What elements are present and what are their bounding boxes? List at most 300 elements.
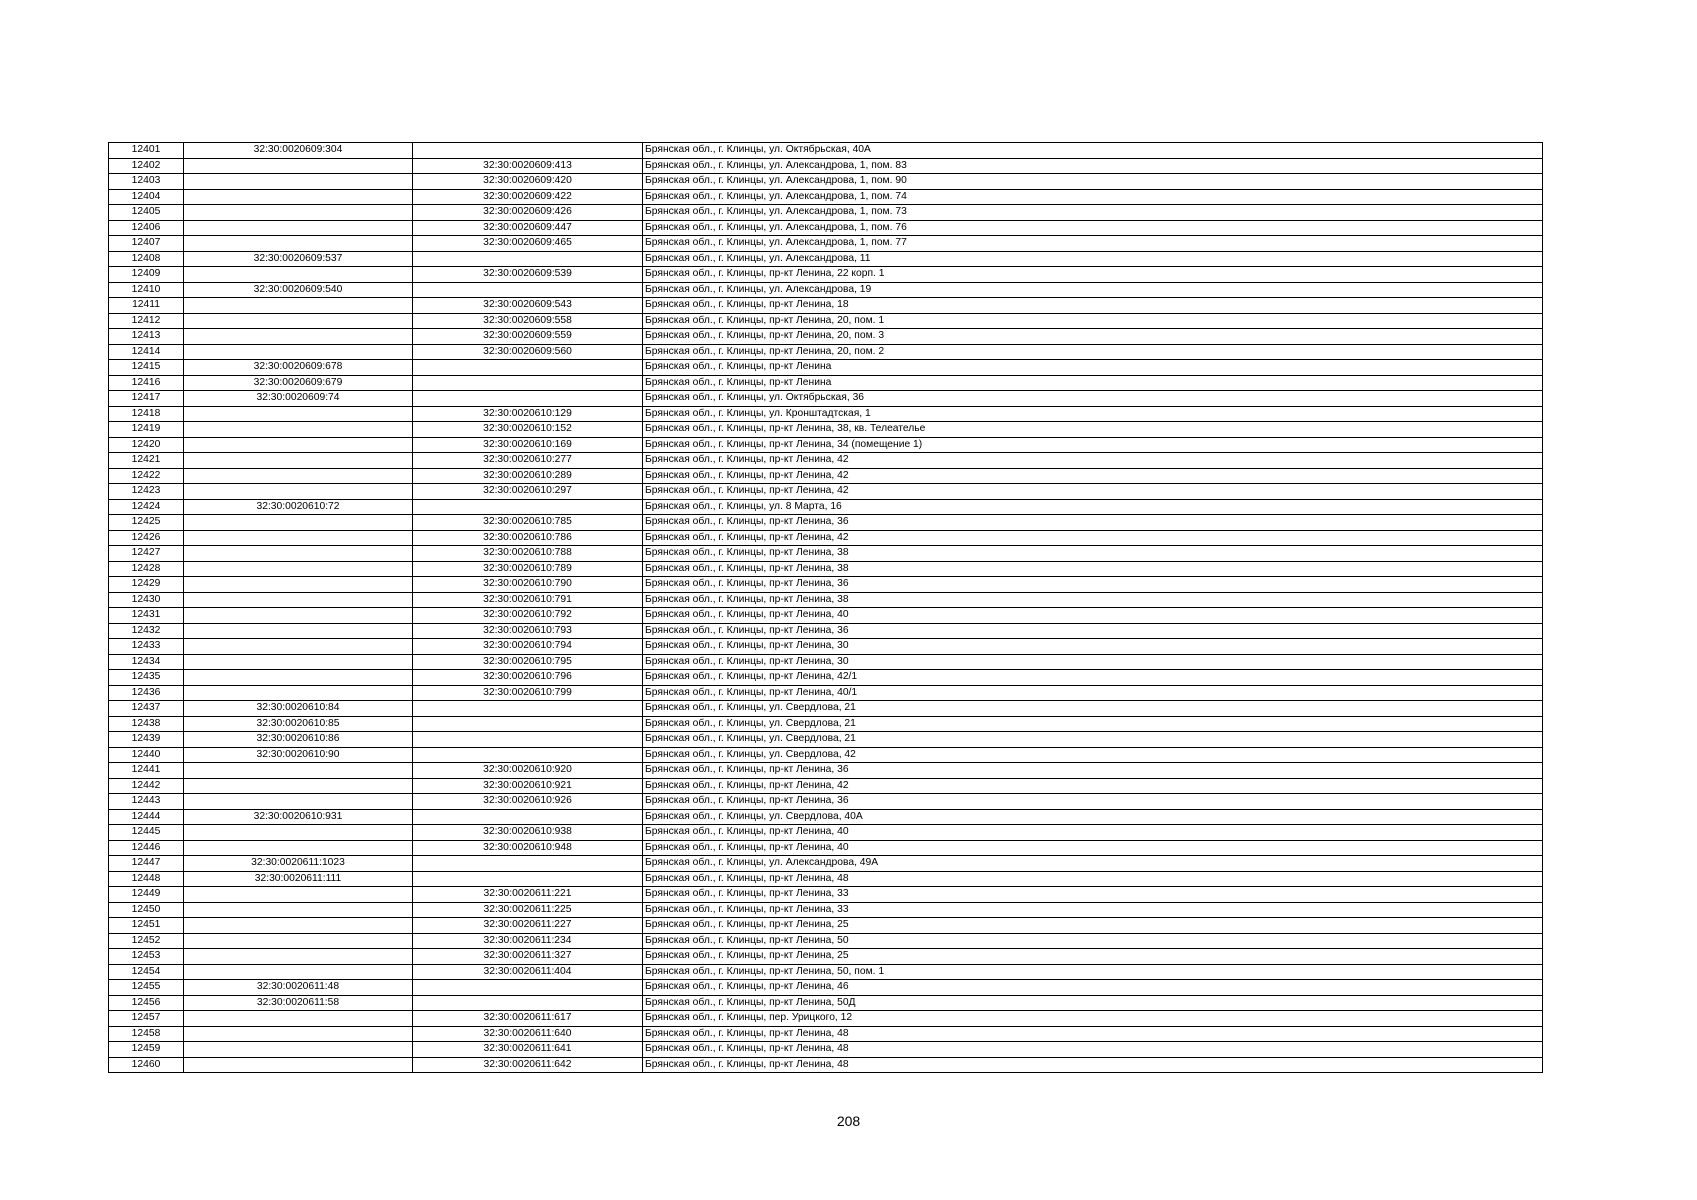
row-number-cell: 12449 — [109, 887, 184, 903]
row-number-cell: 12420 — [109, 437, 184, 453]
row-number-cell: 12416 — [109, 375, 184, 391]
row-number-cell: 12411 — [109, 298, 184, 314]
table-row — [109, 158, 1543, 174]
object-cadastral-number-cell: 32:30:0020610:921 — [413, 778, 643, 794]
row-number-cell: 12405 — [109, 205, 184, 221]
object-cadastral-number-cell: 32:30:0020611:227 — [413, 918, 643, 934]
land-cadastral-number-cell — [184, 422, 413, 438]
table-row — [109, 236, 1543, 252]
row-number-cell: 12415 — [109, 360, 184, 376]
address-cell: Брянская обл., г. Клинцы, пр-кт Ленина, 20, пом. 2 — [643, 344, 1543, 360]
table-row — [109, 949, 1543, 965]
row-number-cell: 12446 — [109, 840, 184, 856]
row-number-cell: 12419 — [109, 422, 184, 438]
table-row — [109, 670, 1543, 686]
row-number-cell: 12456 — [109, 995, 184, 1011]
land-cadastral-number-cell: 32:30:0020609:74 — [184, 391, 413, 407]
object-cadastral-number-cell — [413, 143, 643, 159]
address-cell: Брянская обл., г. Клинцы, пр-кт Ленина — [643, 375, 1543, 391]
row-number-cell: 12453 — [109, 949, 184, 965]
table-row — [109, 453, 1543, 469]
table-row — [109, 980, 1543, 996]
address-cell: Брянская обл., г. Клинцы, ул. Александрова, 1, пом. 74 — [643, 189, 1543, 205]
object-cadastral-number-cell: 32:30:0020609:465 — [413, 236, 643, 252]
address-cell: Брянская обл., г. Клинцы, пр-кт Ленина, 33 — [643, 902, 1543, 918]
object-cadastral-number-cell: 32:30:0020610:795 — [413, 654, 643, 670]
object-cadastral-number-cell: 32:30:0020610:792 — [413, 608, 643, 624]
table-row — [109, 329, 1543, 345]
row-number-cell: 12451 — [109, 918, 184, 934]
object-cadastral-number-cell: 32:30:0020611:642 — [413, 1057, 643, 1073]
land-cadastral-number-cell — [184, 825, 413, 841]
address-cell: Брянская обл., г. Клинцы, пр-кт Ленина, 20, пом. 3 — [643, 329, 1543, 345]
object-cadastral-number-cell: 32:30:0020610:920 — [413, 763, 643, 779]
object-cadastral-number-cell: 32:30:0020610:169 — [413, 437, 643, 453]
land-cadastral-number-cell — [184, 205, 413, 221]
row-number-cell: 12455 — [109, 980, 184, 996]
land-cadastral-number-cell — [184, 220, 413, 236]
land-cadastral-number-cell: 32:30:0020609:540 — [184, 282, 413, 298]
address-cell: Брянская обл., г. Клинцы, пр-кт Ленина, 48 — [643, 871, 1543, 887]
address-cell: Брянская обл., г. Клинцы, пр-кт Ленина, 50Д — [643, 995, 1543, 1011]
land-cadastral-number-cell — [184, 313, 413, 329]
table-row — [109, 267, 1543, 283]
land-cadastral-number-cell — [184, 1057, 413, 1073]
row-number-cell: 12423 — [109, 484, 184, 500]
land-cadastral-number-cell — [184, 406, 413, 422]
table-row — [109, 871, 1543, 887]
table-row — [109, 840, 1543, 856]
row-number-cell: 12401 — [109, 143, 184, 159]
address-cell: Брянская обл., г. Клинцы, ул. Октябрьская, 40А — [643, 143, 1543, 159]
address-cell: Брянская обл., г. Клинцы, ул. Александрова, 1, пом. 76 — [643, 220, 1543, 236]
object-cadastral-number-cell: 32:30:0020610:129 — [413, 406, 643, 422]
row-number-cell: 12434 — [109, 654, 184, 670]
row-number-cell: 12404 — [109, 189, 184, 205]
row-number-cell: 12452 — [109, 933, 184, 949]
address-cell: Брянская обл., г. Клинцы, пр-кт Ленина, 38 — [643, 561, 1543, 577]
object-cadastral-number-cell — [413, 375, 643, 391]
land-cadastral-number-cell — [184, 577, 413, 593]
address-cell: Брянская обл., г. Клинцы, пр-кт Ленина, 40/1 — [643, 685, 1543, 701]
land-cadastral-number-cell: 32:30:0020611:48 — [184, 980, 413, 996]
address-cell: Брянская обл., г. Клинцы, пр-кт Ленина, 30 — [643, 654, 1543, 670]
address-cell: Брянская обл., г. Клинцы, пр-кт Ленина, 40 — [643, 825, 1543, 841]
land-cadastral-number-cell — [184, 887, 413, 903]
object-cadastral-number-cell: 32:30:0020611:641 — [413, 1042, 643, 1058]
row-number-cell: 12437 — [109, 701, 184, 717]
object-cadastral-number-cell — [413, 701, 643, 717]
object-cadastral-number-cell — [413, 747, 643, 763]
object-cadastral-number-cell: 32:30:0020611:327 — [413, 949, 643, 965]
land-cadastral-number-cell — [184, 546, 413, 562]
row-number-cell: 12424 — [109, 499, 184, 515]
object-cadastral-number-cell: 32:30:0020610:926 — [413, 794, 643, 810]
row-number-cell: 12417 — [109, 391, 184, 407]
land-cadastral-number-cell: 32:30:0020611:1023 — [184, 856, 413, 872]
address-cell: Брянская обл., г. Клинцы, пер. Урицкого, 12 — [643, 1011, 1543, 1027]
address-cell: Брянская обл., г. Клинцы, пр-кт Ленина, 25 — [643, 949, 1543, 965]
land-cadastral-number-cell — [184, 964, 413, 980]
land-cadastral-number-cell — [184, 267, 413, 283]
table-row — [109, 592, 1543, 608]
address-cell: Брянская обл., г. Клинцы, пр-кт Ленина, 33 — [643, 887, 1543, 903]
object-cadastral-number-cell: 32:30:0020610:788 — [413, 546, 643, 562]
row-number-cell: 12431 — [109, 608, 184, 624]
table-row — [109, 174, 1543, 190]
address-cell: Брянская обл., г. Клинцы, пр-кт Ленина, 42 — [643, 778, 1543, 794]
row-number-cell: 12409 — [109, 267, 184, 283]
row-number-cell: 12447 — [109, 856, 184, 872]
table-row — [109, 422, 1543, 438]
address-cell: Брянская обл., г. Клинцы, пр-кт Ленина, 48 — [643, 1042, 1543, 1058]
object-cadastral-number-cell: 32:30:0020609:447 — [413, 220, 643, 236]
address-cell: Брянская обл., г. Клинцы, пр-кт Ленина, 38, кв. Телеателье — [643, 422, 1543, 438]
table-row — [109, 1057, 1543, 1073]
object-cadastral-number-cell: 32:30:0020609:559 — [413, 329, 643, 345]
object-cadastral-number-cell — [413, 282, 643, 298]
row-number-cell: 12444 — [109, 809, 184, 825]
land-cadastral-number-cell — [184, 189, 413, 205]
table-row — [109, 639, 1543, 655]
row-number-cell: 12439 — [109, 732, 184, 748]
address-cell: Брянская обл., г. Клинцы, ул. Свердлова, 40А — [643, 809, 1543, 825]
row-number-cell: 12445 — [109, 825, 184, 841]
table-row — [109, 143, 1543, 159]
object-cadastral-number-cell: 32:30:0020611:221 — [413, 887, 643, 903]
address-cell: Брянская обл., г. Клинцы, пр-кт Ленина, 48 — [643, 1026, 1543, 1042]
table-row — [109, 1011, 1543, 1027]
table-row — [109, 205, 1543, 221]
row-number-cell: 12427 — [109, 546, 184, 562]
object-cadastral-number-cell — [413, 360, 643, 376]
object-cadastral-number-cell — [413, 391, 643, 407]
table-row — [109, 282, 1543, 298]
table-row — [109, 1042, 1543, 1058]
object-cadastral-number-cell: 32:30:0020611:234 — [413, 933, 643, 949]
land-cadastral-number-cell — [184, 670, 413, 686]
address-cell: Брянская обл., г. Клинцы, пр-кт Ленина, 38 — [643, 592, 1543, 608]
land-cadastral-number-cell: 32:30:0020609:678 — [184, 360, 413, 376]
row-number-cell: 12408 — [109, 251, 184, 267]
land-cadastral-number-cell: 32:30:0020610:931 — [184, 809, 413, 825]
land-cadastral-number-cell: 32:30:0020610:85 — [184, 716, 413, 732]
address-cell: Брянская обл., г. Клинцы, ул. Александрова, 1, пом. 90 — [643, 174, 1543, 190]
row-number-cell: 12435 — [109, 670, 184, 686]
object-cadastral-number-cell: 32:30:0020609:543 — [413, 298, 643, 314]
table-row — [109, 1026, 1543, 1042]
table-row — [109, 484, 1543, 500]
table-row — [109, 298, 1543, 314]
table-row — [109, 856, 1543, 872]
object-cadastral-number-cell: 32:30:0020610:793 — [413, 623, 643, 639]
object-cadastral-number-cell: 32:30:0020609:539 — [413, 267, 643, 283]
row-number-cell: 12442 — [109, 778, 184, 794]
object-cadastral-number-cell: 32:30:0020610:277 — [413, 453, 643, 469]
land-cadastral-number-cell — [184, 1011, 413, 1027]
table-row — [109, 701, 1543, 717]
table-row — [109, 406, 1543, 422]
table-row — [109, 546, 1543, 562]
table-row — [109, 189, 1543, 205]
row-number-cell: 12413 — [109, 329, 184, 345]
address-cell: Брянская обл., г. Клинцы, пр-кт Ленина, 36 — [643, 794, 1543, 810]
land-cadastral-number-cell: 32:30:0020610:86 — [184, 732, 413, 748]
address-cell: Брянская обл., г. Клинцы, пр-кт Ленина, 38 — [643, 546, 1543, 562]
address-cell: Брянская обл., г. Клинцы, пр-кт Ленина, 20, пом. 1 — [643, 313, 1543, 329]
table-row — [109, 732, 1543, 748]
table-row — [109, 763, 1543, 779]
row-number-cell: 12433 — [109, 639, 184, 655]
address-cell: Брянская обл., г. Клинцы, пр-кт Ленина, 50 — [643, 933, 1543, 949]
land-cadastral-number-cell — [184, 685, 413, 701]
land-cadastral-number-cell — [184, 437, 413, 453]
row-number-cell: 12436 — [109, 685, 184, 701]
row-number-cell: 12426 — [109, 530, 184, 546]
address-cell: Брянская обл., г. Клинцы, пр-кт Ленина, 30 — [643, 639, 1543, 655]
row-number-cell: 12438 — [109, 716, 184, 732]
object-cadastral-number-cell: 32:30:0020610:796 — [413, 670, 643, 686]
row-number-cell: 12429 — [109, 577, 184, 593]
row-number-cell: 12454 — [109, 964, 184, 980]
row-number-cell: 12422 — [109, 468, 184, 484]
row-number-cell: 12450 — [109, 902, 184, 918]
address-cell: Брянская обл., г. Клинцы, ул. Свердлова, 21 — [643, 716, 1543, 732]
table-row — [109, 654, 1543, 670]
table-row — [109, 716, 1543, 732]
land-cadastral-number-cell — [184, 949, 413, 965]
address-cell: Брянская обл., г. Клинцы, пр-кт Ленина, 40 — [643, 608, 1543, 624]
table-row — [109, 778, 1543, 794]
address-cell: Брянская обл., г. Клинцы, ул. Свердлова, 42 — [643, 747, 1543, 763]
row-number-cell: 12457 — [109, 1011, 184, 1027]
table-row — [109, 313, 1543, 329]
table-row — [109, 499, 1543, 515]
address-cell: Брянская обл., г. Клинцы, пр-кт Ленина — [643, 360, 1543, 376]
land-cadastral-number-cell — [184, 794, 413, 810]
land-cadastral-number-cell: 32:30:0020610:72 — [184, 499, 413, 515]
object-cadastral-number-cell: 32:30:0020610:791 — [413, 592, 643, 608]
land-cadastral-number-cell: 32:30:0020609:679 — [184, 375, 413, 391]
object-cadastral-number-cell — [413, 980, 643, 996]
object-cadastral-number-cell: 32:30:0020609:558 — [413, 313, 643, 329]
land-cadastral-number-cell — [184, 763, 413, 779]
row-number-cell: 12403 — [109, 174, 184, 190]
address-cell: Брянская обл., г. Клинцы, ул. Александрова, 1, пом. 83 — [643, 158, 1543, 174]
land-cadastral-number-cell — [184, 778, 413, 794]
object-cadastral-number-cell: 32:30:0020610:152 — [413, 422, 643, 438]
row-number-cell: 12421 — [109, 453, 184, 469]
land-cadastral-number-cell: 32:30:0020611:111 — [184, 871, 413, 887]
table-row — [109, 918, 1543, 934]
address-cell: Брянская обл., г. Клинцы, ул. Александрова, 19 — [643, 282, 1543, 298]
address-cell: Брянская обл., г. Клинцы, пр-кт Ленина, 36 — [643, 763, 1543, 779]
row-number-cell: 12432 — [109, 623, 184, 639]
address-cell: Брянская обл., г. Клинцы, ул. Александрова, 1, пом. 77 — [643, 236, 1543, 252]
row-number-cell: 12418 — [109, 406, 184, 422]
address-cell: Брянская обл., г. Клинцы, ул. Александрова, 11 — [643, 251, 1543, 267]
object-cadastral-number-cell: 32:30:0020609:413 — [413, 158, 643, 174]
land-cadastral-number-cell — [184, 561, 413, 577]
table-row — [109, 887, 1543, 903]
table-row — [109, 902, 1543, 918]
row-number-cell: 12458 — [109, 1026, 184, 1042]
table-row — [109, 933, 1543, 949]
table-row — [109, 561, 1543, 577]
table-row — [109, 995, 1543, 1011]
land-cadastral-number-cell — [184, 484, 413, 500]
address-cell: Брянская обл., г. Клинцы, пр-кт Ленина, 22 корп. 1 — [643, 267, 1543, 283]
table-row — [109, 623, 1543, 639]
land-cadastral-number-cell — [184, 468, 413, 484]
address-cell: Брянская обл., г. Клинцы, пр-кт Ленина, 42 — [643, 453, 1543, 469]
row-number-cell: 12441 — [109, 763, 184, 779]
table-row — [109, 344, 1543, 360]
row-number-cell: 12440 — [109, 747, 184, 763]
land-cadastral-number-cell — [184, 654, 413, 670]
row-number-cell: 12412 — [109, 313, 184, 329]
object-cadastral-number-cell: 32:30:0020609:426 — [413, 205, 643, 221]
row-number-cell: 12414 — [109, 344, 184, 360]
table-row — [109, 809, 1543, 825]
table-row — [109, 825, 1543, 841]
table-row — [109, 964, 1543, 980]
address-cell: Брянская обл., г. Клинцы, пр-кт Ленина, 48 — [643, 1057, 1543, 1073]
land-cadastral-number-cell — [184, 158, 413, 174]
row-number-cell: 12460 — [109, 1057, 184, 1073]
table-row — [109, 685, 1543, 701]
table-row — [109, 530, 1543, 546]
table-row — [109, 437, 1543, 453]
cadastral-registry-table — [108, 142, 1543, 1073]
address-cell: Брянская обл., г. Клинцы, ул. 8 Марта, 16 — [643, 499, 1543, 515]
land-cadastral-number-cell — [184, 623, 413, 639]
address-cell: Брянская обл., г. Клинцы, ул. Александрова, 49А — [643, 856, 1543, 872]
page-number: 208 — [836, 1113, 861, 1129]
table-row — [109, 375, 1543, 391]
object-cadastral-number-cell — [413, 856, 643, 872]
row-number-cell: 12407 — [109, 236, 184, 252]
address-cell: Брянская обл., г. Клинцы, пр-кт Ленина, 42 — [643, 530, 1543, 546]
address-cell: Брянская обл., г. Клинцы, пр-кт Ленина, 46 — [643, 980, 1543, 996]
land-cadastral-number-cell: 32:30:0020609:537 — [184, 251, 413, 267]
address-cell: Брянская обл., г. Клинцы, пр-кт Ленина, 42 — [643, 468, 1543, 484]
row-number-cell: 12459 — [109, 1042, 184, 1058]
land-cadastral-number-cell — [184, 298, 413, 314]
object-cadastral-number-cell: 32:30:0020610:794 — [413, 639, 643, 655]
address-cell: Брянская обл., г. Клинцы, ул. Кронштадтская, 1 — [643, 406, 1543, 422]
land-cadastral-number-cell — [184, 515, 413, 531]
land-cadastral-number-cell — [184, 639, 413, 655]
row-number-cell: 12402 — [109, 158, 184, 174]
object-cadastral-number-cell: 32:30:0020611:225 — [413, 902, 643, 918]
land-cadastral-number-cell — [184, 933, 413, 949]
address-cell: Брянская обл., г. Клинцы, пр-кт Ленина, 36 — [643, 515, 1543, 531]
table-row — [109, 360, 1543, 376]
address-cell: Брянская обл., г. Клинцы, пр-кт Ленина, 25 — [643, 918, 1543, 934]
table-row — [109, 608, 1543, 624]
land-cadastral-number-cell: 32:30:0020610:90 — [184, 747, 413, 763]
row-number-cell: 12406 — [109, 220, 184, 236]
land-cadastral-number-cell — [184, 174, 413, 190]
row-number-cell: 12425 — [109, 515, 184, 531]
row-number-cell: 12448 — [109, 871, 184, 887]
object-cadastral-number-cell — [413, 499, 643, 515]
address-cell: Брянская обл., г. Клинцы, ул. Свердлова, 21 — [643, 732, 1543, 748]
address-cell: Брянская обл., г. Клинцы, пр-кт Ленина, 36 — [643, 623, 1543, 639]
table-row — [109, 220, 1543, 236]
object-cadastral-number-cell: 32:30:0020609:422 — [413, 189, 643, 205]
row-number-cell: 12428 — [109, 561, 184, 577]
land-cadastral-number-cell: 32:30:0020610:84 — [184, 701, 413, 717]
address-cell: Брянская обл., г. Клинцы, пр-кт Ленина, 42/1 — [643, 670, 1543, 686]
land-cadastral-number-cell — [184, 329, 413, 345]
row-number-cell: 12430 — [109, 592, 184, 608]
object-cadastral-number-cell — [413, 871, 643, 887]
address-cell: Брянская обл., г. Клинцы, пр-кт Ленина, 40 — [643, 840, 1543, 856]
table-row — [109, 515, 1543, 531]
object-cadastral-number-cell: 32:30:0020610:790 — [413, 577, 643, 593]
land-cadastral-number-cell — [184, 902, 413, 918]
object-cadastral-number-cell: 32:30:0020610:938 — [413, 825, 643, 841]
object-cadastral-number-cell — [413, 732, 643, 748]
object-cadastral-number-cell: 32:30:0020610:789 — [413, 561, 643, 577]
object-cadastral-number-cell: 32:30:0020609:560 — [413, 344, 643, 360]
land-cadastral-number-cell — [184, 608, 413, 624]
table-row — [109, 391, 1543, 407]
address-cell: Брянская обл., г. Клинцы, пр-кт Ленина, 42 — [643, 484, 1543, 500]
row-number-cell: 12410 — [109, 282, 184, 298]
address-cell: Брянская обл., г. Клинцы, пр-кт Ленина, 18 — [643, 298, 1543, 314]
table-row — [109, 747, 1543, 763]
object-cadastral-number-cell: 32:30:0020611:640 — [413, 1026, 643, 1042]
object-cadastral-number-cell — [413, 251, 643, 267]
land-cadastral-number-cell — [184, 918, 413, 934]
land-cadastral-number-cell — [184, 530, 413, 546]
object-cadastral-number-cell: 32:30:0020611:404 — [413, 964, 643, 980]
object-cadastral-number-cell: 32:30:0020610:289 — [413, 468, 643, 484]
land-cadastral-number-cell — [184, 1042, 413, 1058]
land-cadastral-number-cell: 32:30:0020609:304 — [184, 143, 413, 159]
address-cell: Брянская обл., г. Клинцы, ул. Октябрьская, 36 — [643, 391, 1543, 407]
table-row — [109, 468, 1543, 484]
object-cadastral-number-cell: 32:30:0020611:617 — [413, 1011, 643, 1027]
address-cell: Брянская обл., г. Клинцы, пр-кт Ленина, 36 — [643, 577, 1543, 593]
table-row — [109, 251, 1543, 267]
object-cadastral-number-cell — [413, 995, 643, 1011]
object-cadastral-number-cell: 32:30:0020609:420 — [413, 174, 643, 190]
object-cadastral-number-cell — [413, 716, 643, 732]
object-cadastral-number-cell: 32:30:0020610:799 — [413, 685, 643, 701]
land-cadastral-number-cell — [184, 236, 413, 252]
address-cell: Брянская обл., г. Клинцы, пр-кт Ленина, 34 (помещение 1) — [643, 437, 1543, 453]
table-row — [109, 577, 1543, 593]
address-cell: Брянская обл., г. Клинцы, ул. Свердлова, 21 — [643, 701, 1543, 717]
land-cadastral-number-cell — [184, 1026, 413, 1042]
table-row — [109, 794, 1543, 810]
object-cadastral-number-cell: 32:30:0020610:786 — [413, 530, 643, 546]
object-cadastral-number-cell: 32:30:0020610:297 — [413, 484, 643, 500]
land-cadastral-number-cell — [184, 344, 413, 360]
row-number-cell: 12443 — [109, 794, 184, 810]
object-cadastral-number-cell: 32:30:0020610:948 — [413, 840, 643, 856]
table-body — [109, 143, 1543, 1073]
address-cell: Брянская обл., г. Клинцы, пр-кт Ленина, 50, пом. 1 — [643, 964, 1543, 980]
land-cadastral-number-cell — [184, 592, 413, 608]
address-cell: Брянская обл., г. Клинцы, ул. Александрова, 1, пом. 73 — [643, 205, 1543, 221]
land-cadastral-number-cell: 32:30:0020611:58 — [184, 995, 413, 1011]
land-cadastral-number-cell — [184, 453, 413, 469]
